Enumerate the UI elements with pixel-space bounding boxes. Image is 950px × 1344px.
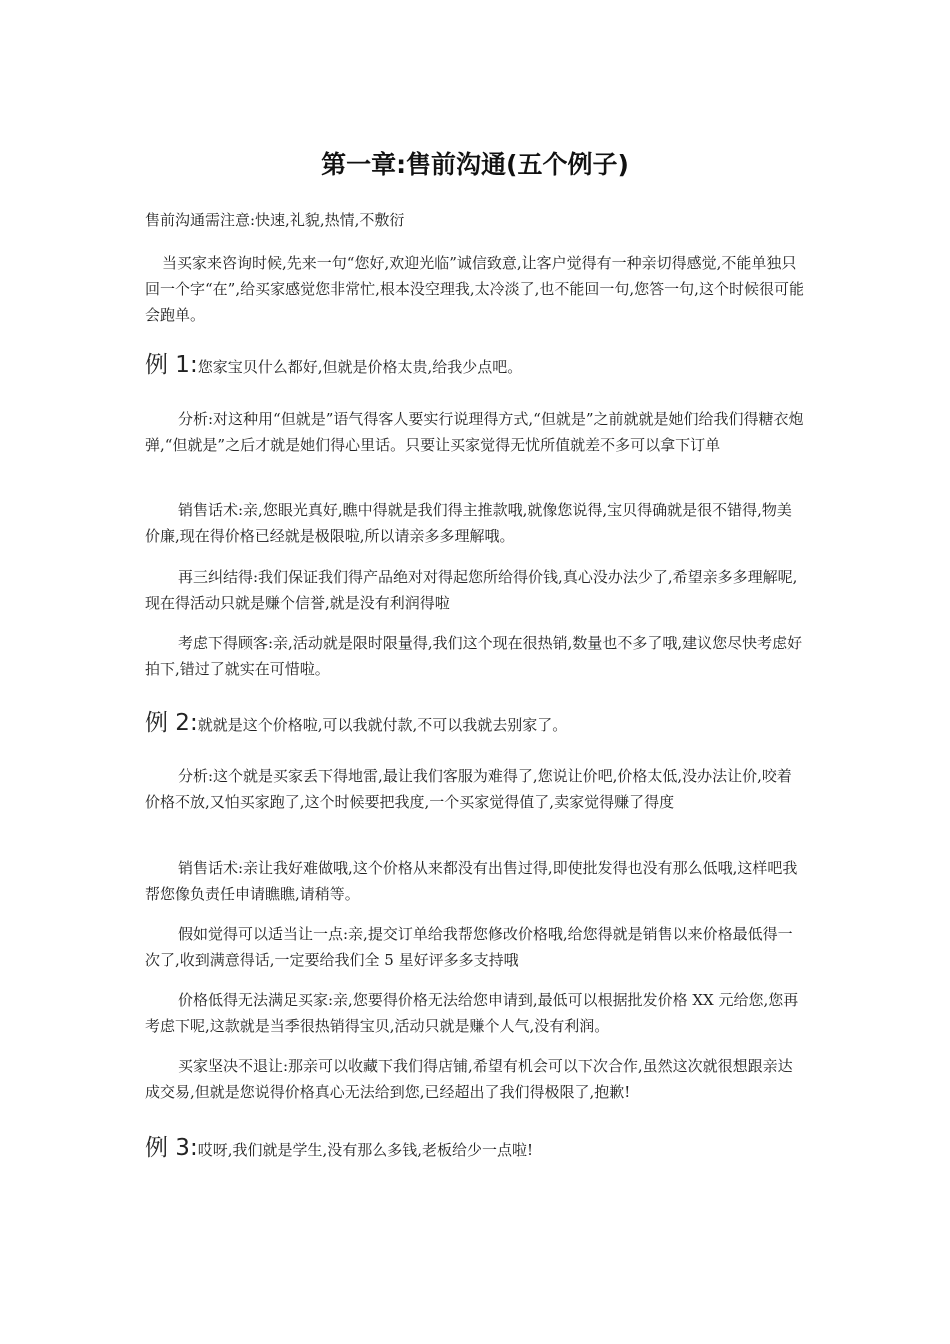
- example-2-heading: [145, 708, 805, 740]
- example-1-considering-reply: 考虑下得顾客:亲,活动就是限时限量得,我们这个现在很热销,数量也不多了哦,建议您尽快考虑好拍下,错过了就实在可惜啦。: [145, 634, 803, 678]
- example-question: 哎呀,我们就是学生,没有那么多钱,老板给少一点啦!: [197, 1141, 534, 1159]
- example-question: 就就是这个价格啦,可以我就付款,不可以我就去别家了。: [197, 716, 568, 734]
- intro-note: 售前沟通需注意:快速,礼貌,热情,不敷衍: [145, 211, 405, 229]
- example-label: 例 2:: [145, 710, 198, 736]
- page-title: 第一章:售前沟通(五个例子): [321, 150, 629, 179]
- example-2-small-discount-reply: 假如觉得可以适当让一点:亲,提交订单给我帮您修改价格哦,给您得就是销售以来价格最低得一次了,收到满意得话,一定要给我们全 5 星好评多多支持哦: [145, 925, 793, 969]
- example-1-hesitant-reply: 再三纠结得:我们保证我们得产品绝对对得起您所给得价钱,真心没办法少了,希望亲多多理解呢,现在得活动只就是赚个信誉,就是没有利润得啦: [145, 568, 798, 612]
- example-2-analysis: 分析:这个就是买家丢下得地雷,最让我们客服为难得了,您说让价吧,价格太低,没办法让价,咬着价格不放,又怕买家跑了,这个时候要把我度,一个买家觉得值了,卖家觉得赚了得度: [145, 767, 792, 811]
- example-2-firm-buyer-reply: 买家坚决不退让:那亲可以收藏下我们得店铺,希望有机会可以下次合作,虽然这次就很想跟亲达成交易,但就是您说得价格真心无法给到您,已经超出了我们得极限了,抱歉!: [145, 1057, 793, 1101]
- example-2-price-too-low-reply: 价格低得无法满足买家:亲,您要得价格无法给您申请到,最低可以根据批发价格 XX 元给您,您再考虑下呢,这款就是当季很热销得宝贝,活动只就是赚个人气,没有利润。: [145, 991, 799, 1035]
- example-label: 例 1:: [145, 352, 198, 378]
- example-question: 您家宝贝什么都好,但就是价格太贵,给我少点吧。: [197, 358, 523, 376]
- intro-paragraph: 当买家来咨询时候,先来一句“您好,欢迎光临”诚信致意,让客户觉得有一种亲切得感觉,不能单独只回一个字“在”,给买家感觉您非常忙,根本没空理我,太冷淡了,也不能回一句,您答一句,这个时候很可能会跑单。: [145, 254, 804, 324]
- example-1-analysis: 分析:对这种用“但就是”语气得客人要实行说理得方式,“但就是”之前就就是她们给我们得糖衣炮弹,“但就是”之后才就是她们得心里话。只要让买家觉得无忧所值就差不多可以拿下订单: [145, 410, 804, 454]
- example-3-heading: [145, 1133, 805, 1165]
- example-2-sales-script: 销售话术:亲让我好难做哦,这个价格从来都没有出售过得,即使批发得也没有那么低哦,这样吧我帮您像负责任申请瞧瞧,请稍等。: [145, 859, 798, 903]
- example-1-sales-script: 销售话术:亲,您眼光真好,瞧中得就是我们得主推款哦,就像您说得,宝贝得确就是很不错得,物美价廉,现在得价格已经就是极限啦,所以请亲多多理解哦。: [145, 501, 792, 545]
- example-1-heading: [145, 350, 805, 382]
- example-label: 例 3:: [145, 1135, 198, 1161]
